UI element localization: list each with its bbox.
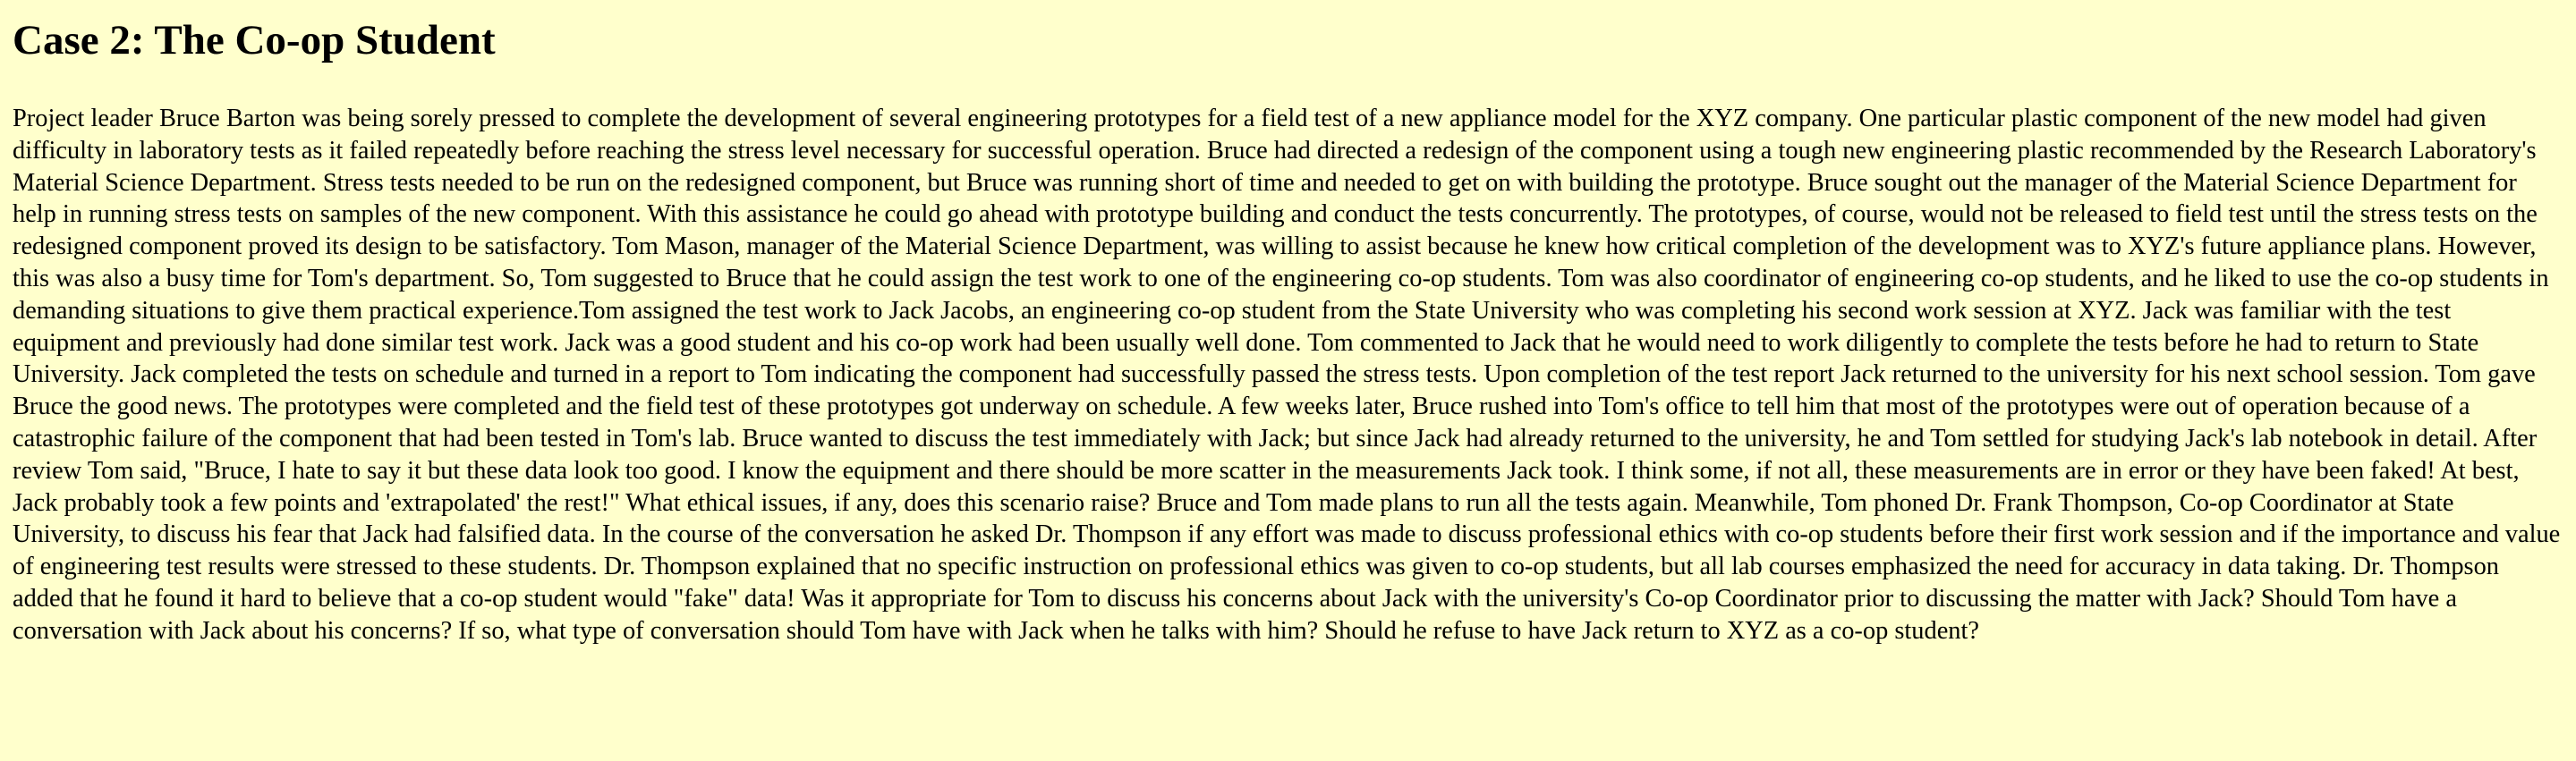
document-page: [0, 16, 2576, 647]
case-title: Case 2: The Co-op Student: [13, 17, 496, 63]
case-body-paragraph: Project leader Bruce Barton was being sorely pressed to complete the development of several engineering prototypes for a field test of a new appliance model for the XYZ company. One particular plastic component of the new model had given difficulty in laboratory tests as it failed repeatedly before reaching the stress level necessary for successful operation. Bruce had directed a redesign of the component using a tough new engineering plastic recommended by the Research Laboratory's Material Science Department. Stress tests needed to be run on the redesigned component, but Bruce was running short of time and needed to get on with building the prototype. Bruce sought out the manager of the Material Science Department for help in running stress tests on samples of the new component. With this assistance he could go ahead with prototype building and conduct the tests concurrently. The prototypes, of course, would not be released to field test until the stress tests on the redesigned component proved its design to be satisfactory. Tom Mason, manager of the Material Science Department, was willing to assist because he knew how critical completion of the development was to XYZ's future appliance plans. However, this was also a busy time for Tom's department. So, Tom suggested to Bruce that he could assign the test work to one of the engineering co-op students. Tom was also coordinator of engineering co-op students, and he liked to use the co-op students in demanding situations to give them practical experience.Tom assigned the test work to Jack Jacobs, an engineering co-op student from the State University who was completing his second work session at XYZ. Jack was familiar with the test equipment and previously had done similar test work. Jack was a good student and his co-op work had been usually well done. Tom commented to Jack that he would need to work diligently to complete the tests before he had to return to State University. Jack completed the tests on schedule and turned in a report to Tom indicating the component had successfully passed the stress tests. Upon completion of the test report Jack returned to the university for his next school session. Tom gave Bruce the good news. The prototypes were completed and the field test of these prototypes got underway on schedule. A few weeks later, Bruce rushed into Tom's office to tell him that most of the prototypes were out of operation because of a catastrophic failure of the component that had been tested in Tom's lab. Bruce wanted to discuss the test immediately with Jack; but since Jack had already returned to the university, he and Tom settled for studying Jack's lab notebook in detail. After review Tom said, "Bruce, I hate to say it but these data look too good. I know the equipment and there should be more scatter in the measurements Jack took. I think some, if not all, these measurements are in error or they have been faked! At best, Jack probably took a few points and 'extrapolated' the rest!" What ethical issues, if any, does this scenario raise? Bruce and Tom made plans to run all the tests again. Meanwhile, Tom phoned Dr. Frank Thompson, Co-op Coordinator at State University, to discuss his fear that Jack had falsified data. In the course of the conversation he asked Dr. Thompson if any effort was made to discuss professional ethics with co-op students before their first work session and if the importance and value of engineering test results were stressed to these students. Dr. Thompson explained that no specific instruction on professional ethics was given to co-op students, but all lab courses emphasized the need for accuracy in data taking. Dr. Thompson added that he found it hard to believe that a co-op student would "fake" data! Was it appropriate for Tom to discuss his concerns about Jack with the university's Co-op Coordinator prior to discussing the matter with Jack? Should Tom have a conversation with Jack about his concerns? If so, what type of conversation should Tom have with Jack when he talks with him? Should he refuse to have Jack return to XYZ as a co-op student?: [13, 105, 2561, 645]
